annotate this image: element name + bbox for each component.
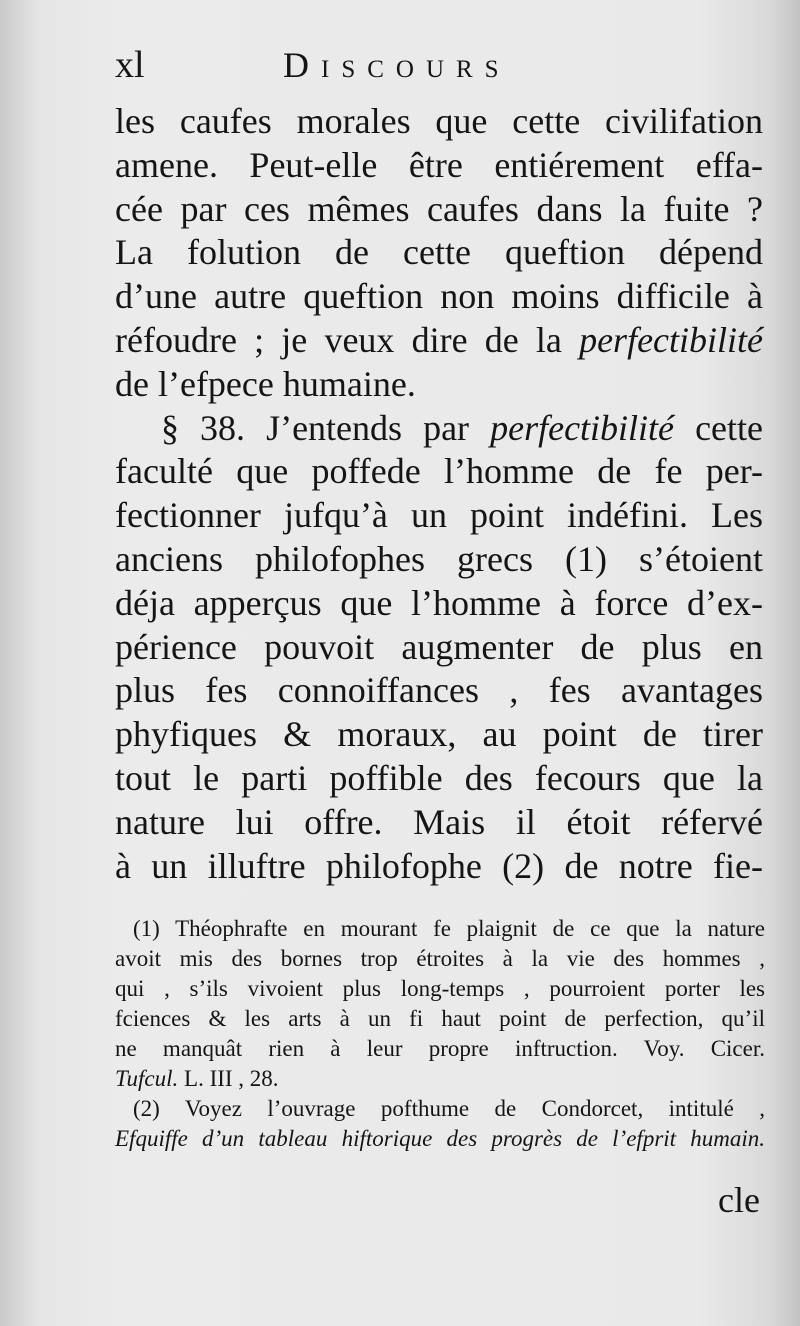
- text-segment: cette: [695, 407, 764, 448]
- text-line: périence pouvoit augmenter de plus en: [115, 626, 763, 667]
- text-line: fectionner jufqu’à un point indéfini. Les: [115, 495, 763, 536]
- text-segment: § 38. J’entends par: [161, 407, 470, 448]
- running-head: Discours: [283, 45, 511, 85]
- footnote-line: (2) Voyez l’ouvrage pofthume de Condorcet, intitulé ,: [133, 1096, 765, 1121]
- footnote-line: avoit mis des bornes trop étroites à la vie des hommes ,: [115, 946, 765, 971]
- text-segment: réfoudre ; je veux dire de la: [115, 319, 562, 360]
- footnote-title: Efquiffe d’un tableau hiftorique des progrès de l’efprit humain.: [115, 1126, 765, 1151]
- footnote-line: (1) Théophrafte en mourant fe plaignit de ce que la nature: [133, 916, 765, 941]
- text-line: les caufes morales que cette civilifation: [115, 101, 763, 141]
- italic-term: perfectibilité: [490, 407, 675, 448]
- catchword: cle: [718, 1180, 760, 1220]
- text-line: à un illuftre philofophe (2) de notre fie-: [115, 845, 763, 886]
- text-line: tout le parti poffible des fecours que la: [115, 757, 763, 798]
- footnote-line: fciences & les arts à un fi haut point de perfection, qu’il: [115, 1006, 765, 1031]
- footnote-reference: L. III , 28.: [184, 1066, 279, 1091]
- text-line: plus fes connoiffances , fes avantages: [115, 670, 763, 711]
- footnotes: [115, 914, 765, 1154]
- text-line: d’une autre queftion non moins difficile à: [115, 276, 763, 317]
- footnote-line: [115, 1064, 765, 1094]
- text-line: de l’efpece humaine.: [115, 363, 416, 404]
- text-line: amene. Peut-elle être entiérement effa-: [115, 144, 763, 185]
- italic-term: perfectibilité: [579, 319, 764, 360]
- text-line: faculté que poffede l’homme de fe per-: [115, 451, 763, 492]
- page-header: [115, 40, 595, 90]
- footnote-line: qui , s’ils vivoient plus long-temps , pourroient porter les: [115, 976, 765, 1001]
- footnote-reference-italic: Tufcul.: [115, 1066, 179, 1091]
- text-line: nature lui offre. Mais il étoit réfervé: [115, 801, 763, 842]
- text-line: La folution de cette queftion dépend: [115, 232, 763, 273]
- footnote-line: ne manquât rien à leur propre inftruction. Voy. Cicer.: [115, 1036, 765, 1061]
- text-line: cée par ces mêmes caufes dans la fuite ?: [115, 188, 763, 229]
- main-text: [115, 100, 763, 888]
- text-line: déja apperçus que l’homme à force d’ex-: [115, 582, 763, 623]
- page-number: xl: [115, 44, 145, 86]
- text-line: [115, 407, 763, 451]
- text-line: anciens philofophes grecs (1) s’étoient: [115, 538, 763, 579]
- text-line: [115, 319, 763, 363]
- text-line: phyfiques & moraux, au point de tirer: [115, 714, 763, 755]
